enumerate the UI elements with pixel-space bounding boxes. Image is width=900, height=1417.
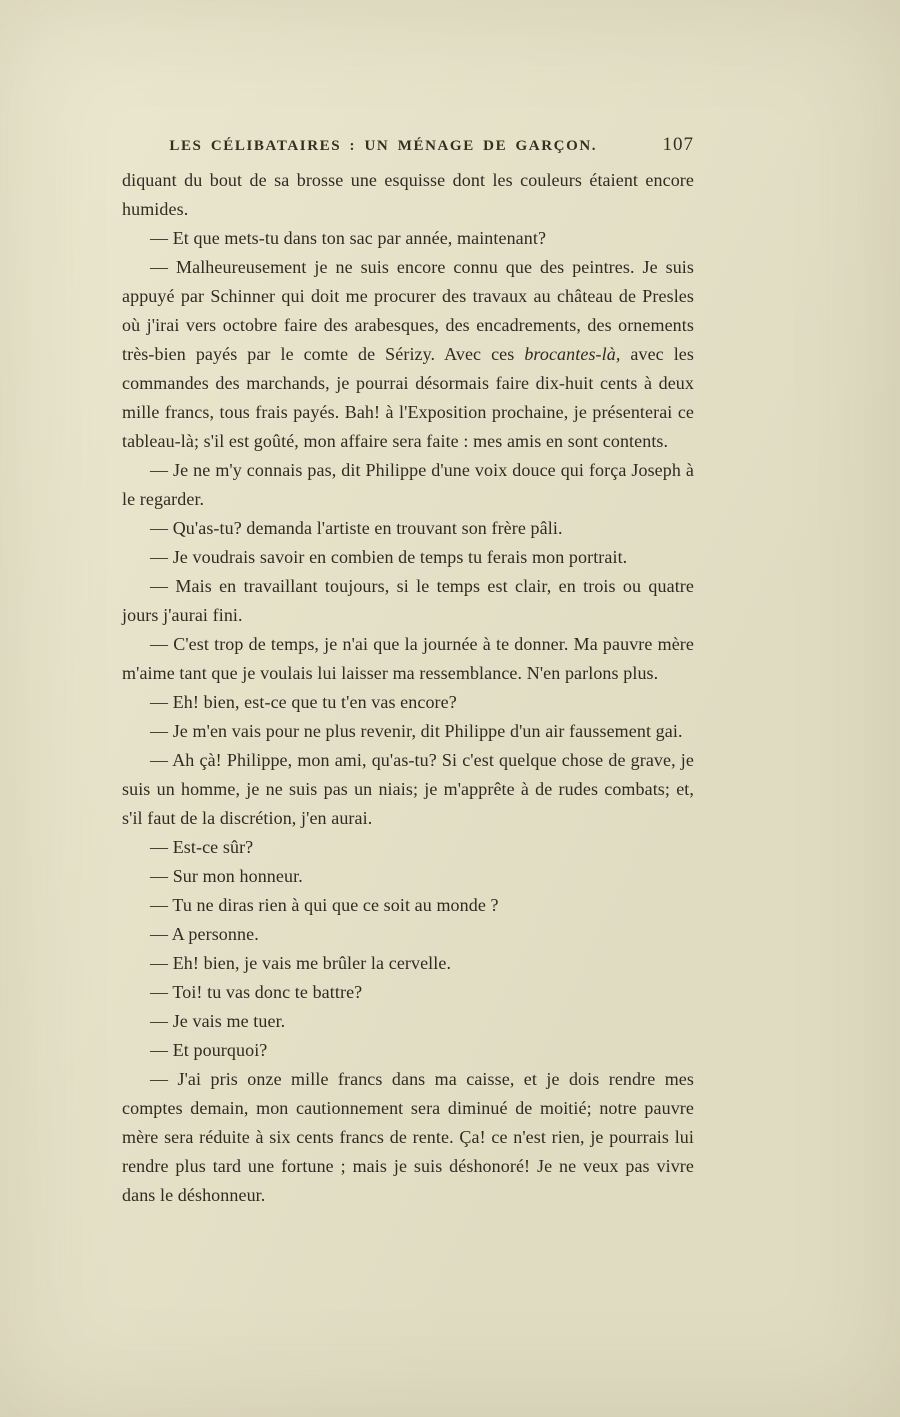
paragraph <box>122 1036 694 1065</box>
paragraph <box>122 166 694 224</box>
paragraph <box>122 456 694 514</box>
text-run: — Toi! tu vas donc te battre? <box>150 982 363 1002</box>
paragraph <box>122 253 694 456</box>
text-run: — J'ai pris onze mille francs dans ma caisse, et je dois rendre mes comptes demain, mon cautionnement sera diminué de moitié; notre pauvre mère sera réduite à six cents francs de rente. Ça! ce n'est rien, je pourrais lui rendre plus tard une fortune ; mais je suis déshonoré! Je ne veux pas vivre dans le déshonneur. <box>122 1069 694 1205</box>
paragraph <box>122 833 694 862</box>
text-run: — Eh! bien, est-ce que tu t'en vas encore? <box>150 692 457 712</box>
text-run: — Mais en travaillant toujours, si le temps est clair, en trois ou quatre jours j'aurai fini. <box>122 576 694 625</box>
paragraph <box>122 630 694 688</box>
paragraph <box>122 1007 694 1036</box>
text-run: — Je ne m'y connais pas, dit Philippe d'une voix douce qui força Joseph à le regarder. <box>122 460 694 509</box>
page-content <box>122 134 694 1210</box>
text-run: — Et que mets-tu dans ton sac par année, maintenant? <box>150 228 547 248</box>
text-run: — Est-ce sûr? <box>150 837 254 857</box>
paragraph <box>122 717 694 746</box>
paragraph <box>122 746 694 833</box>
paragraph <box>122 862 694 891</box>
text-run: avec les commandes des marchands, je pourrai désormais faire dix-huit cents à deux mille francs, tous frais payés. Bah! à l'Exposition prochaine, je présenterai ce tableau-là; s'il est goûté, mon affaire sera faite : mes amis en sont contents. <box>122 344 694 451</box>
text-run: — Tu ne diras rien à qui que ce soit au monde ? <box>150 895 499 915</box>
header-title: LES CÉLIBATAIRES : UN MÉNAGE DE GARÇON. <box>169 138 598 154</box>
text-run: — Et pourquoi? <box>150 1040 268 1060</box>
text-run: — Ah çà! Philippe, mon ami, qu'as-tu? Si c'est quelque chose de grave, je suis un homme, je ne suis pas un niais; je m'apprête à de rudes combats; et, s'il faut de la discrétion, j'en aurai. <box>122 750 694 828</box>
paragraph <box>122 688 694 717</box>
text-run: — Je voudrais savoir en combien de temps tu ferais mon portrait. <box>150 547 628 567</box>
page-body <box>122 166 694 1210</box>
text-run: diquant du bout de sa brosse une esquisse dont les couleurs étaient encore humides. <box>122 170 694 219</box>
paragraph <box>122 514 694 543</box>
page-number: 107 <box>662 134 694 155</box>
paragraph <box>122 949 694 978</box>
paragraph <box>122 891 694 920</box>
text-run: — Je vais me tuer. <box>150 1011 286 1031</box>
text-run: — Sur mon honneur. <box>150 866 303 886</box>
paragraph <box>122 224 694 253</box>
paragraph <box>122 978 694 1007</box>
text-run: — Je m'en vais pour ne plus revenir, dit Philippe d'un air faussement gai. <box>150 721 683 741</box>
paragraph <box>122 572 694 630</box>
text-run: — C'est trop de temps, je n'ai que la journée à te donner. Ma pauvre mère m'aime tant que je voulais lui laisser ma ressemblance. N'en parlons plus. <box>122 634 694 683</box>
italic-text-run: brocantes-là, <box>524 344 621 364</box>
text-run: — Eh! bien, je vais me brûler la cervelle. <box>150 953 452 973</box>
text-run: — Qu'as-tu? demanda l'artiste en trouvant son frère pâli. <box>150 518 563 538</box>
paragraph <box>122 1065 694 1210</box>
paragraph <box>122 543 694 572</box>
paragraph <box>122 920 694 949</box>
text-run: — Malheureusement je ne suis encore connu que des peintres. Je suis appuyé par Schinner qui doit me procurer des travaux au château de Presles où j'irai vers octobre faire des arabesques, des encadrements, des ornements très-bien payés par le comte de Sérizy. Avec ces <box>122 257 694 364</box>
text-run: — A personne. <box>150 924 259 944</box>
running-header <box>122 134 694 156</box>
